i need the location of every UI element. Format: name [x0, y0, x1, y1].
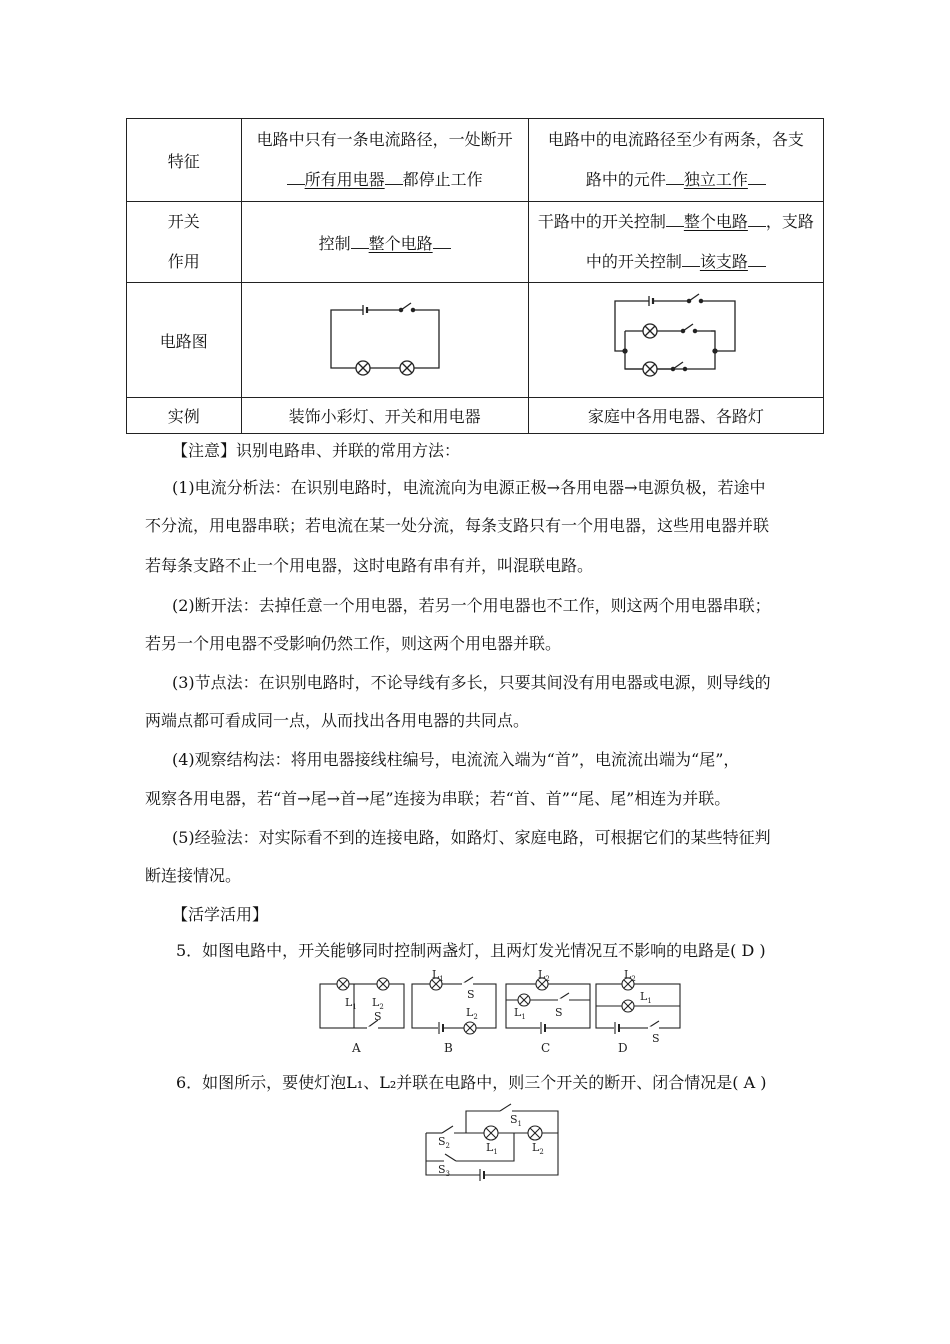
svg-text:L2: $L_2$ [466, 1006, 478, 1021]
table-row-example [127, 398, 824, 434]
note-p2-line1: (2)断开法：去掉任意一个用电器，若另一个用电器也不工作，则这两个用电器串联； [172, 596, 771, 615]
answer-independent: 独立工作 [683, 170, 748, 189]
note-p1-line2: 不分流，用电器串联；若电流在某一处分流，每条支路只有一个用电器，这些用电器并联 [145, 516, 770, 535]
svg-text:L2: $L_2$ [372, 996, 384, 1011]
series-feature-cell: 电路中只有一条电流路径，一处断开 所有用电器 都停止工作 [241, 119, 528, 202]
table-row-diagram [127, 283, 824, 398]
row-header-switch: 开关 作用 [127, 202, 242, 283]
note-p4-line1: (4)观察结构法：将用电器接线柱编号，电流流入端为“首”，电流流出端为“尾”， [172, 750, 740, 769]
note-p1-line3: 若每条支路不止一个用电器，这时电路有串有并，叫混联电路。 [145, 556, 594, 575]
option-label-a: A [352, 1041, 361, 1055]
lamp-icon [400, 361, 414, 375]
svg-text:S: S [374, 1010, 382, 1023]
circuit-option-a [320, 978, 404, 1055]
circuit-option-b [412, 970, 496, 1055]
svg-text:S2: $S_2$ [438, 1135, 451, 1150]
parallel-diagram-cell [528, 283, 823, 398]
answer-whole-circuit-2: 整个电路 [683, 212, 748, 231]
lamp-icon [643, 362, 657, 376]
svg-text:S: S [555, 1006, 563, 1019]
parallel-example-cell: 家庭中各用电器、各路灯 [528, 398, 823, 434]
note-p2-line2: 若另一个用电器不受影响仍然工作，则这两个用电器并联。 [145, 634, 562, 653]
note-title: 【注意】识别电路串、并联的常用方法： [172, 441, 461, 460]
svg-text:S: S [652, 1032, 660, 1045]
answer-branch: 该支路 [699, 252, 748, 271]
answer-all-appliances: 所有用电器 [304, 170, 385, 189]
parallel-feature-cell: 电路中的电流路径至少有两条，各支 路中的元件 独立工作 [528, 119, 823, 202]
circuit-comparison-table [126, 118, 824, 434]
note-p3-line1: (3)节点法：在识别电路时，不论导线有多长，只要其间没有用电器或电源，则导线的 [172, 673, 771, 692]
parallel-switch-cell: 干路中的开关控制 整个电路 ，支路 中的开关控制 该支路 [528, 202, 823, 283]
svg-text:L1: $L_1$ [640, 990, 652, 1005]
lamp-icon [484, 1126, 498, 1140]
practice-title: 【活学活用】 [172, 905, 269, 924]
circuit-option-c [506, 970, 590, 1055]
question-5-figure [312, 970, 692, 1062]
svg-text:S1: $S_1$ [510, 1113, 523, 1128]
svg-text:L2: $L_2$ [532, 1141, 544, 1156]
svg-text:L2: $L_2$ [538, 970, 550, 983]
question-5: 5．如图电路中，开关能够同时控制两盏灯，且两灯发光情况互不影响的电路是( D ) [176, 941, 766, 960]
svg-text:S3: $S_3$ [438, 1163, 451, 1178]
parallel-circuit-diagram [611, 293, 741, 383]
svg-text:L1: $L_1$ [432, 970, 444, 983]
note-p4-line2: 观察各用电器，若“首→尾→首→尾”连接为串联；若“首、首”“尾、尾”相连为并联。 [145, 789, 731, 808]
question-6-figure [416, 1103, 566, 1185]
svg-text:S: S [467, 988, 475, 1001]
circuit-option-d [596, 970, 680, 1055]
svg-text:L1: $L_1$ [514, 1006, 526, 1021]
lamp-icon [528, 1126, 542, 1140]
note-p5-line1: (5)经验法：对实际看不到的连接电路，如路灯、家庭电路，可根据它们的某些特征判 [172, 828, 771, 847]
series-circuit-diagram [325, 298, 445, 378]
option-label-d: D [618, 1041, 628, 1055]
series-example-cell: 装饰小彩灯、开关和用电器 [241, 398, 528, 434]
option-label-b: B [444, 1041, 453, 1055]
table-row-switch [127, 202, 824, 283]
option-label-c: C [541, 1041, 551, 1055]
row-header-diagram: 电路图 [127, 283, 242, 398]
svg-text:L2: $L_2$ [624, 970, 636, 983]
answer-whole-circuit: 整个电路 [368, 233, 433, 253]
note-p5-line2: 断连接情况。 [145, 866, 242, 885]
svg-text:L1: $L_1$ [486, 1141, 498, 1156]
row-header-example: 实例 [127, 398, 242, 434]
note-p3-line2: 两端点都可看成同一点，从而找出各用电器的共同点。 [145, 711, 530, 730]
lamp-icon [356, 361, 370, 375]
row-header-feature: 特征 [127, 119, 242, 202]
question-6: 6．如图所示，要使灯泡L₁、L₂并联在电路中，则三个开关的断开、闭合情况是( A ) [176, 1073, 767, 1092]
lamp-icon [643, 324, 657, 338]
series-switch-cell: 控制 整个电路 [241, 202, 528, 283]
table-row-feature [127, 119, 824, 202]
note-p1-line1: (1)电流分析法：在识别电路时，电流流向为电源正极→各用电器→电源负极，若途中 [172, 478, 766, 497]
series-diagram-cell [241, 283, 528, 398]
svg-text:L1: $L_1$ [345, 996, 357, 1011]
